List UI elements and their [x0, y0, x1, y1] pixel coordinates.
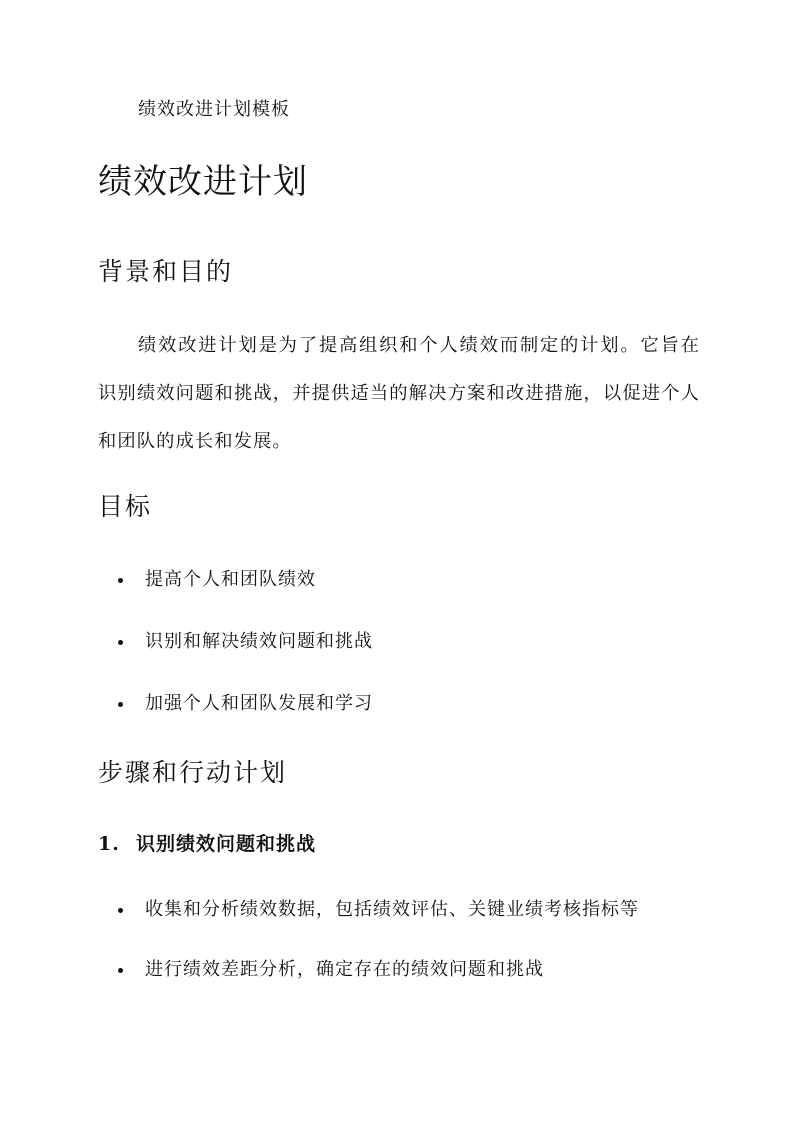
step-item — [118, 896, 639, 924]
goal-item-text: 加强个人和团队发展和学习 — [145, 693, 373, 714]
goal-item — [118, 690, 373, 718]
goal-item — [118, 628, 373, 656]
background-heading: 背景和目的 — [98, 257, 234, 286]
bullet-icon — [118, 702, 123, 707]
bullet-icon — [118, 578, 123, 583]
document-caption: 绩效改进计划模板 — [138, 99, 290, 120]
step-item-text: 进行绩效差距分析，确定存在的绩效问题和挑战 — [145, 959, 544, 980]
goal-item-text: 提高个人和团队绩效 — [145, 569, 316, 590]
step-item — [118, 956, 544, 984]
step-number: 1. — [98, 833, 120, 855]
bullet-icon — [118, 640, 123, 645]
background-paragraph: 绩效改进计划是为了提高组织和个人绩效而制定的计划。它旨在识别绩效问题和挑战，并提供适当的解决方案和改进措施，以促进个人和团队的成长和发展。 — [98, 335, 700, 452]
step-title: 识别绩效问题和挑战 — [136, 833, 317, 855]
document-title: 绩效改进计划 — [98, 162, 308, 202]
goal-item — [118, 566, 316, 594]
goal-item-text: 识别和解决绩效问题和挑战 — [145, 631, 373, 652]
goals-heading: 目标 — [98, 492, 153, 521]
step-item-text: 收集和分析绩效数据，包括绩效评估、关键业绩考核指标等 — [145, 899, 639, 920]
step-heading — [98, 830, 316, 858]
bullet-icon — [118, 908, 123, 913]
bullet-icon — [118, 968, 123, 973]
steps-heading: 步骤和行动计划 — [98, 758, 288, 787]
